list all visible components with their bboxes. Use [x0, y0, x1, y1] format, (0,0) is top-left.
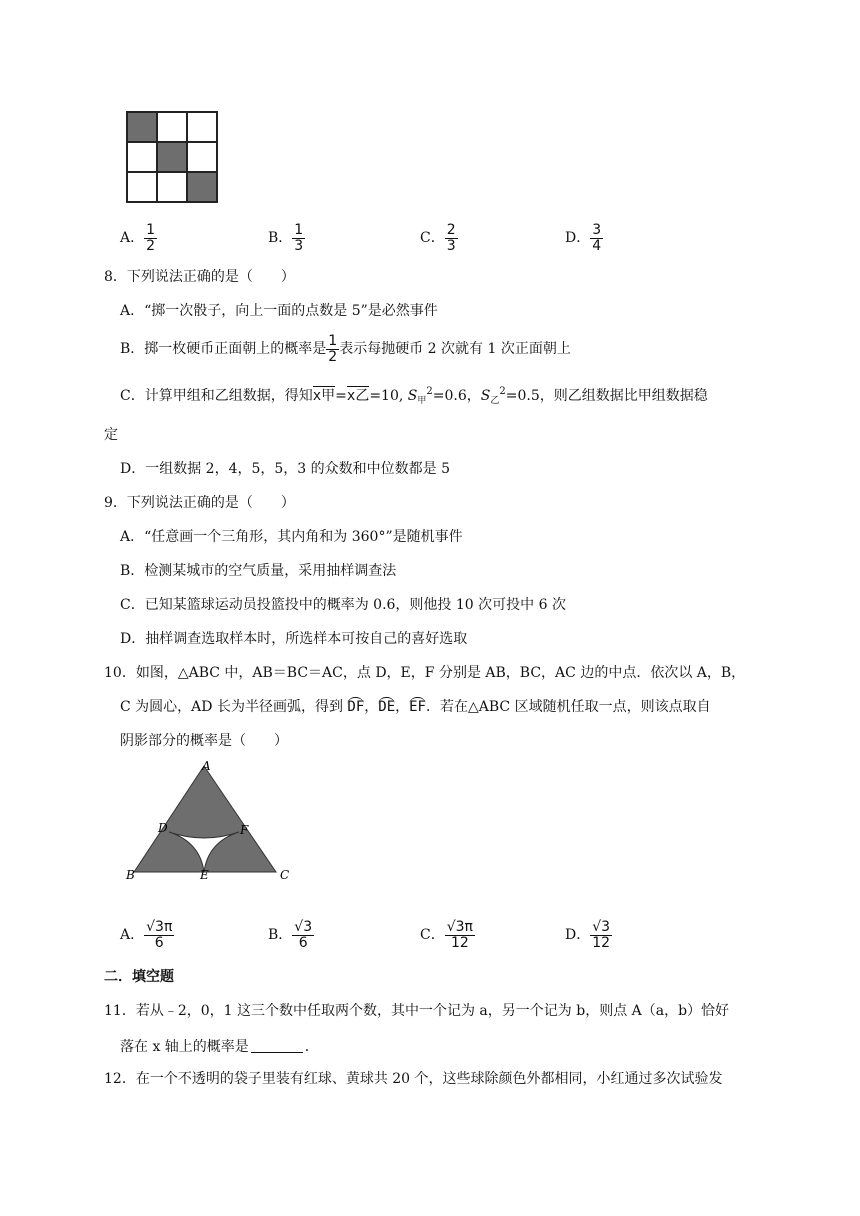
- option-label: B．: [268, 927, 293, 944]
- option-label: D．: [565, 230, 591, 247]
- q7-option-c[interactable]: [420, 223, 458, 253]
- fraction-numerator: √3: [294, 919, 313, 935]
- triangle-figure: [120, 758, 300, 880]
- variance-symbol: S: [480, 388, 491, 404]
- stem-text: ．若在△ABC 区域随机任取一点，则该点取自: [425, 699, 711, 715]
- point-label-d: D: [158, 821, 168, 835]
- mean-value: =10,: [369, 388, 404, 404]
- q10-option-c[interactable]: [420, 920, 475, 950]
- arc-df: DF: [347, 699, 365, 715]
- option-fraction: [292, 223, 305, 253]
- q10-option-d[interactable]: [565, 920, 612, 950]
- q8-option-b[interactable]: [120, 334, 571, 364]
- fraction-numerator: 2: [446, 222, 456, 238]
- fraction-denominator: 6: [154, 934, 164, 951]
- fraction-numerator: √3π: [446, 919, 473, 935]
- option-fraction: [144, 223, 157, 253]
- group-yi: 乙: [355, 388, 370, 404]
- option-text: B．掷一枚硬币正面朝上的概率是: [120, 341, 327, 358]
- q7-option-b[interactable]: [268, 223, 305, 253]
- q10-option-a[interactable]: [120, 920, 174, 950]
- grid-cell-shaded: [157, 142, 187, 172]
- q10-stem-line2: C 为圆心，AD 长为半径画弧，得到 DF，DE，EF．若在△ABC 区域随机任取一点，则该点取自: [120, 699, 711, 715]
- q9-option-a[interactable]: A．“任意画一个三角形，其内角和为 360°”是随机事件: [120, 529, 463, 545]
- fraction-numerator: √3: [592, 919, 611, 935]
- grid-cell: [157, 172, 187, 202]
- q10-stem-line3: 阴影部分的概率是（ ）: [120, 733, 288, 749]
- stem-text: ．: [304, 1039, 319, 1055]
- q10-option-b[interactable]: [268, 920, 314, 950]
- q8-option-c-continuation: 定: [104, 427, 118, 443]
- arc-ef: EF: [409, 699, 426, 715]
- point-label-f: F: [240, 823, 249, 837]
- variance-value: =0.6，: [432, 388, 481, 404]
- option-label: C．: [420, 927, 445, 944]
- fraction-numerator: 1: [294, 222, 304, 238]
- q9-option-b[interactable]: B．检测某城市的空气质量，采用抽样调查法: [120, 563, 397, 579]
- option-text: 表示每抛硬币 2 次就有 1 次正面朝上: [339, 341, 571, 358]
- option-fraction: [144, 920, 174, 950]
- arc-de: DE: [378, 699, 396, 715]
- fraction-denominator: 4: [592, 237, 602, 254]
- fraction-numerator: √3π: [146, 919, 173, 935]
- fraction-numerator: 1: [328, 333, 338, 349]
- grid-cell: [127, 172, 157, 202]
- option-label: D．: [565, 927, 591, 944]
- grid-cell-shaded: [187, 172, 217, 202]
- q9-stem: 9．下列说法正确的是（ ）: [104, 495, 295, 511]
- option-fraction: [590, 920, 612, 950]
- point-label-e: E: [200, 868, 209, 880]
- option-label: A．: [120, 230, 145, 247]
- mean-symbol: [347, 386, 369, 404]
- mean-symbol: [313, 386, 335, 404]
- q8-option-a[interactable]: A．“掷一次骰子，向上一面的点数是 5”是必然事件: [120, 303, 438, 319]
- option-label: B．: [268, 230, 293, 247]
- stem-text: C 为圆心，AD 长为半径画弧，得到: [120, 699, 343, 715]
- fraction-denominator: 2: [328, 348, 338, 365]
- equals: =: [335, 388, 347, 404]
- fraction-denominator: 3: [446, 237, 456, 254]
- option-fraction: [326, 334, 339, 364]
- grid-cell: [157, 112, 187, 142]
- q7-option-d[interactable]: [565, 223, 603, 253]
- x-bar: x: [346, 388, 356, 404]
- fraction-denominator: 6: [298, 934, 308, 951]
- variance-exponent: 2: [426, 386, 433, 397]
- grid-cell: [187, 142, 217, 172]
- option-label: A．: [120, 927, 145, 944]
- option-text: C．计算甲组和乙组数据，得知: [120, 388, 313, 404]
- section-heading-fill-in: 二．填空题: [104, 969, 174, 985]
- variance-exponent: 2: [499, 386, 506, 397]
- fraction-numerator: 1: [146, 222, 156, 238]
- vertex-label-c: C: [280, 868, 290, 880]
- answer-blank[interactable]: [251, 1038, 303, 1053]
- grid-cell: [127, 142, 157, 172]
- option-text: =0.5，则乙组数据比甲组数据稳: [505, 388, 708, 404]
- vertex-label-b: B: [126, 868, 135, 880]
- stem-text: 落在 x 轴上的概率是: [120, 1039, 249, 1055]
- grid-cell: [187, 112, 217, 142]
- q9-option-d[interactable]: D．抽样调查选取样本时，所选样本可按自己的喜好选取: [120, 631, 468, 647]
- group-jia: 甲: [321, 388, 336, 404]
- vertex-label-a: A: [202, 759, 211, 773]
- option-fraction: [292, 920, 314, 950]
- option-fraction: [445, 223, 458, 253]
- fraction-denominator: 12: [592, 934, 611, 951]
- variance-symbol: S: [407, 388, 418, 404]
- option-label: C．: [420, 230, 445, 247]
- q11-stem-line2: [120, 1038, 319, 1054]
- q8-option-d[interactable]: D．一组数据 2，4，5，5，3 的众数和中位数都是 5: [120, 461, 451, 477]
- q11-stem-line1: 11．若从﹣2，0，1 这三个数中任取两个数，其中一个记为 a，另一个记为 b，则点 A（a，b）恰好: [104, 1003, 730, 1019]
- q8-option-c[interactable]: [120, 387, 708, 406]
- probability-grid-figure: [126, 111, 218, 203]
- fraction-denominator: 12: [450, 934, 469, 951]
- fraction-numerator: 3: [592, 222, 602, 238]
- fraction-denominator: 3: [294, 237, 304, 254]
- grid-cell-shaded: [127, 112, 157, 142]
- q12-stem-line1: 12．在一个不透明的袋子里装有红球、黄球共 20 个，这些球除颜色外都相同，小红通过多次试验发: [104, 1071, 723, 1087]
- q7-option-a[interactable]: [120, 223, 157, 253]
- fraction-denominator: 2: [146, 237, 156, 254]
- x-bar: x: [312, 388, 322, 404]
- variance-subscript: 甲: [417, 396, 427, 406]
- q9-option-c[interactable]: C．已知某篮球运动员投篮投中的概率为 0.6，则他投 10 次可投中 6 次: [120, 597, 566, 613]
- option-fraction: [590, 223, 603, 253]
- q8-stem: 8．下列说法正确的是（ ）: [104, 269, 295, 285]
- variance-subscript: 乙: [490, 396, 500, 406]
- option-fraction: [445, 920, 475, 950]
- q10-stem-line1: 10．如图，△ABC 中，AB＝BC＝AC，点 D，E，F 分别是 AB，BC，AC 边的中点．依次以 A，B，: [104, 665, 746, 681]
